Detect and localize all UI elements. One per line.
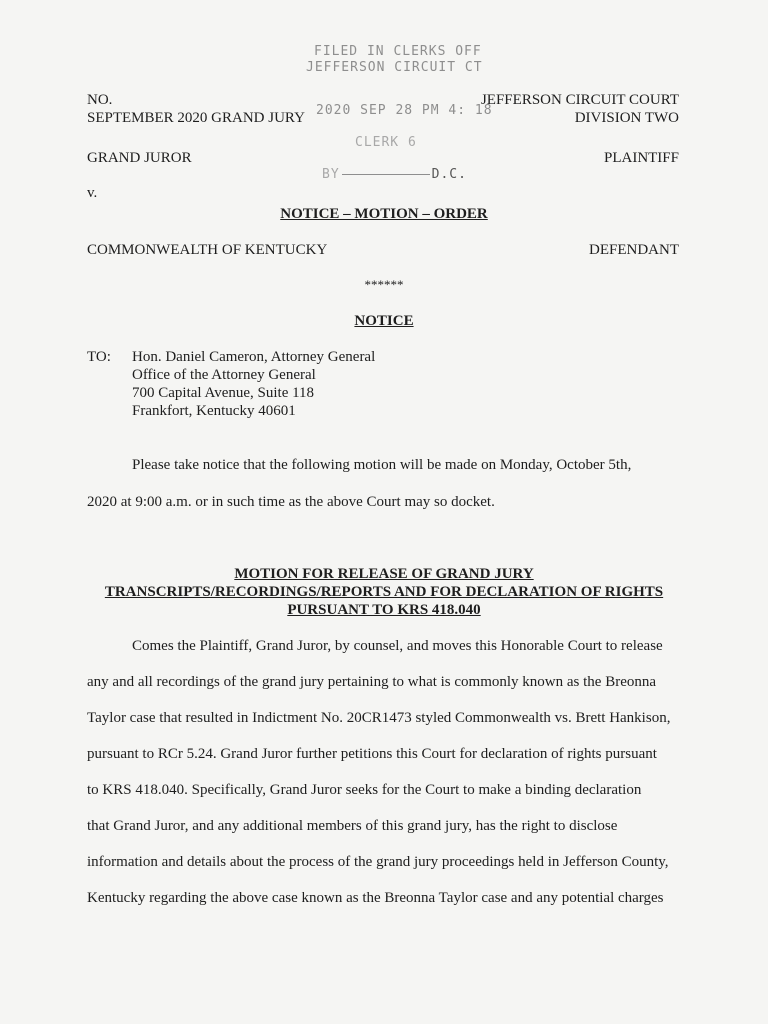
court-name: JEFFERSON CIRCUIT COURT [480, 92, 679, 108]
stamp-line-1: FILED IN CLERKS OFF [314, 44, 482, 59]
notice-body-line: Please take notice that the following motion will be made on Monday, October 5th, [132, 457, 632, 473]
address-line: Frankfort, Kentucky 40601 [132, 403, 296, 419]
motion-heading-line: MOTION FOR RELEASE OF GRAND JURY [234, 566, 534, 582]
document-title: NOTICE – MOTION – ORDER [280, 206, 488, 222]
stamp-date: 2020 SEP 28 PM 4: 18 [316, 103, 493, 118]
section-separator: ****** [364, 277, 404, 292]
stamp-by-line [322, 167, 467, 182]
defendant-name: COMMONWEALTH OF KENTUCKY [87, 242, 328, 258]
defendant-role: DEFENDANT [589, 242, 679, 258]
motion-heading-line: PURSUANT TO KRS 418.040 [287, 602, 481, 618]
motion-body-line: information and details about the process of the grand jury proceedings held in Jefferson County, [87, 854, 669, 870]
motion-heading-line: TRANSCRIPTS/RECORDINGS/REPORTS AND FOR DECLARATION OF RIGHTS [104, 584, 664, 600]
motion-body-line: Kentucky regarding the above case known as the Breonna Taylor case and any potential charges [87, 890, 664, 906]
stamp-clerk: CLERK 6 [355, 135, 417, 150]
versus: v. [87, 185, 98, 201]
address-line: 700 Capital Avenue, Suite 118 [132, 385, 315, 401]
motion-body-line: any and all recordings of the grand jury pertaining to what is commonly known as the Breonna [87, 674, 657, 690]
address-line: Office of the Attorney General [132, 367, 316, 383]
stamp-line-2: JEFFERSON CIRCUIT CT [306, 60, 483, 75]
to-label: TO: [87, 349, 111, 365]
motion-body-line: pursuant to RCr 5.24. Grand Juror further petitions this Court for declaration of rights pursuant [87, 746, 657, 762]
notice-heading: NOTICE [354, 313, 414, 329]
stamp-signature-line [342, 174, 430, 175]
motion-body-line: Taylor case that resulted in Indictment No. 20CR1473 styled Commonwealth vs. Brett Hankison, [87, 710, 671, 726]
notice-body-line: 2020 at 9:00 a.m. or in such time as the above Court may so docket. [87, 494, 495, 510]
case-number-label: NO. [87, 92, 113, 108]
plaintiff-role: PLAINTIFF [603, 150, 679, 166]
plaintiff-name: GRAND JUROR [87, 150, 192, 166]
stamp-by: BY [322, 167, 340, 182]
court-division: DIVISION TWO [574, 110, 679, 126]
motion-body-line: that Grand Juror, and any additional members of this grand jury, has the right to disclose [87, 818, 618, 834]
motion-body-line: to KRS 418.040. Specifically, Grand Juror seeks for the Court to make a binding declaration [87, 782, 642, 798]
stamp-dc: D.C. [431, 167, 467, 182]
motion-body-line: Comes the Plaintiff, Grand Juror, by counsel, and moves this Honorable Court to release [132, 638, 663, 654]
grand-jury-term: SEPTEMBER 2020 GRAND JURY [87, 110, 305, 126]
address-line: Hon. Daniel Cameron, Attorney General [132, 349, 376, 365]
